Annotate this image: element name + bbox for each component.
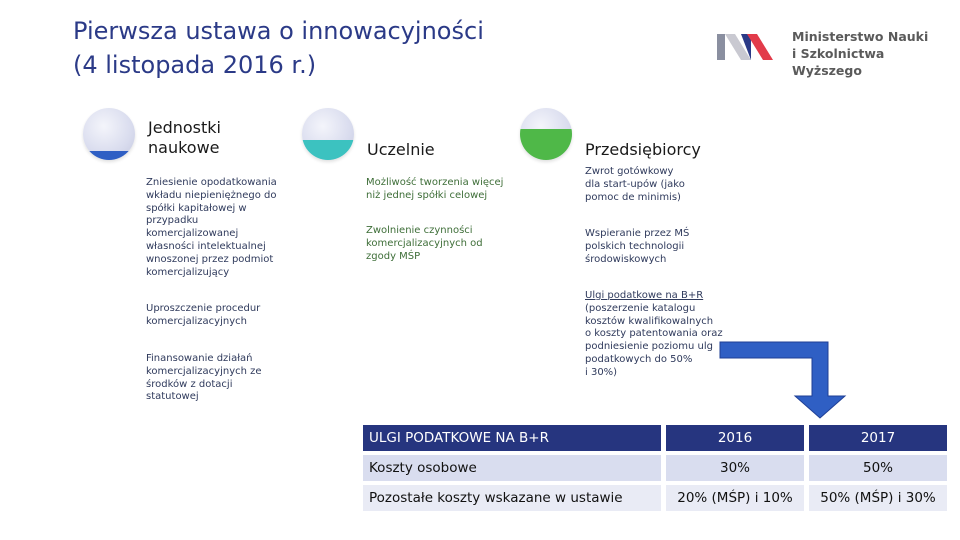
list-item-line: Wspieranie przez MŚ	[585, 228, 690, 239]
list-item-line: Ulgi podatkowe na B+R	[585, 290, 704, 301]
list-item-line: kosztów kwalifikowalnych	[585, 315, 714, 327]
list-item-line: niż jednej spółki celowej	[366, 189, 488, 201]
table-cell: 30%	[666, 455, 804, 481]
table-cell: Koszty osobowe	[363, 455, 661, 481]
logo-text-line2: i Szkolnictwa Wyższego	[792, 46, 885, 78]
list-item	[146, 177, 277, 279]
table-header-cell: 2016	[666, 425, 804, 451]
list-item	[146, 353, 262, 404]
list-item-line: statutowej	[146, 391, 199, 403]
list-item-line: Zwolnienie czynności	[366, 225, 473, 236]
list-item-line: środowiskowych	[585, 253, 667, 265]
level-bubble-jednostki	[83, 108, 135, 160]
column-heading-line1: Jednostki	[148, 118, 221, 137]
list-item-line: Zniesienie opodatkowania	[146, 177, 277, 188]
table-cell: 50%	[809, 455, 947, 481]
down-arrow-icon	[580, 340, 855, 420]
list-item-line: Finansowanie działań	[146, 353, 253, 364]
column-heading-line1: Przedsiębiorcy	[585, 140, 701, 159]
list-item-line: zgody MŚP	[366, 250, 421, 262]
level-bubble-fill	[520, 129, 572, 160]
list-item-line: komercjalizujący	[146, 266, 230, 278]
table-header-cell: 2017	[809, 425, 947, 451]
list-item-line: komercjalizacyjnych	[146, 315, 247, 327]
list-item-line: przypadku	[146, 215, 199, 227]
list-item-line: o koszty patentowania oraz	[585, 328, 723, 340]
list-item-line: podatkowych do 50%	[585, 353, 693, 365]
logo-text	[792, 28, 947, 79]
column-heading-line1: Uczelnie	[367, 140, 435, 159]
list-item-line: podniesienie poziomu ulg	[585, 341, 714, 353]
page-title-line1: Pierwsza ustawa o innowacyjności	[73, 17, 484, 45]
list-item-line: Zwrot gotówkowy	[585, 166, 674, 177]
column-heading-uczelnie	[367, 140, 435, 160]
list-item-line: polskich technologii	[585, 240, 685, 252]
page-title-line2: (4 listopada 2016 r.)	[73, 51, 317, 79]
level-bubble-fill	[83, 151, 135, 160]
level-bubble-przedsiebiorcy	[520, 108, 572, 160]
list-item-line: własności intelektualnej	[146, 240, 266, 252]
table-row	[363, 455, 947, 481]
list-item-line: komercjalizowanej	[146, 228, 239, 240]
table-cell: 50% (MŚP) i 30%	[809, 485, 947, 511]
list-item-line: pomoc de minimis)	[585, 191, 681, 203]
table-cell: 20% (MŚP) i 10%	[666, 485, 804, 511]
list-item	[366, 225, 483, 263]
level-bubble-uczelnie	[302, 108, 354, 160]
table-header-cell: ULGI PODATKOWE NA B+R	[363, 425, 661, 451]
list-item-line: i 30%)	[585, 366, 618, 378]
list-item	[366, 177, 503, 203]
list-item-line: spółki kapitałowej w	[146, 202, 247, 214]
table-cell: Pozostałe koszty wskazane w ustawie	[363, 485, 661, 511]
level-bubble-fill	[302, 140, 354, 160]
list-item-line: środków z dotacji	[146, 378, 233, 390]
table-header-row	[363, 425, 947, 451]
page-title	[73, 14, 593, 82]
table-row	[363, 485, 947, 511]
mnisw-logo-icon	[717, 30, 773, 62]
list-item-line: wnoszonej przez podmiot	[146, 253, 274, 265]
ministry-logo	[717, 28, 947, 78]
list-item-line: wkładu niepieniężnego do	[146, 189, 277, 201]
list-item-line: Uproszczenie procedur	[146, 303, 261, 314]
logo-text-line1: Ministerstwo Nauki	[792, 29, 929, 44]
list-item-line: komercjalizacyjnych od	[366, 237, 483, 249]
list-item	[585, 166, 685, 204]
column-heading-przedsiebiorcy	[585, 140, 701, 160]
tax-relief-table	[363, 421, 947, 515]
list-item	[146, 303, 260, 329]
list-item-line: komercjalizacyjnych ze	[146, 365, 262, 377]
list-item-line: (poszerzenie katalogu	[585, 302, 696, 314]
column-heading-jednostki	[148, 118, 221, 158]
list-item	[585, 228, 689, 266]
list-item-line: dla start-upów (jako	[585, 178, 685, 190]
column-heading-line2: naukowe	[148, 138, 220, 157]
list-item-line: Możliwość tworzenia więcej	[366, 177, 504, 188]
